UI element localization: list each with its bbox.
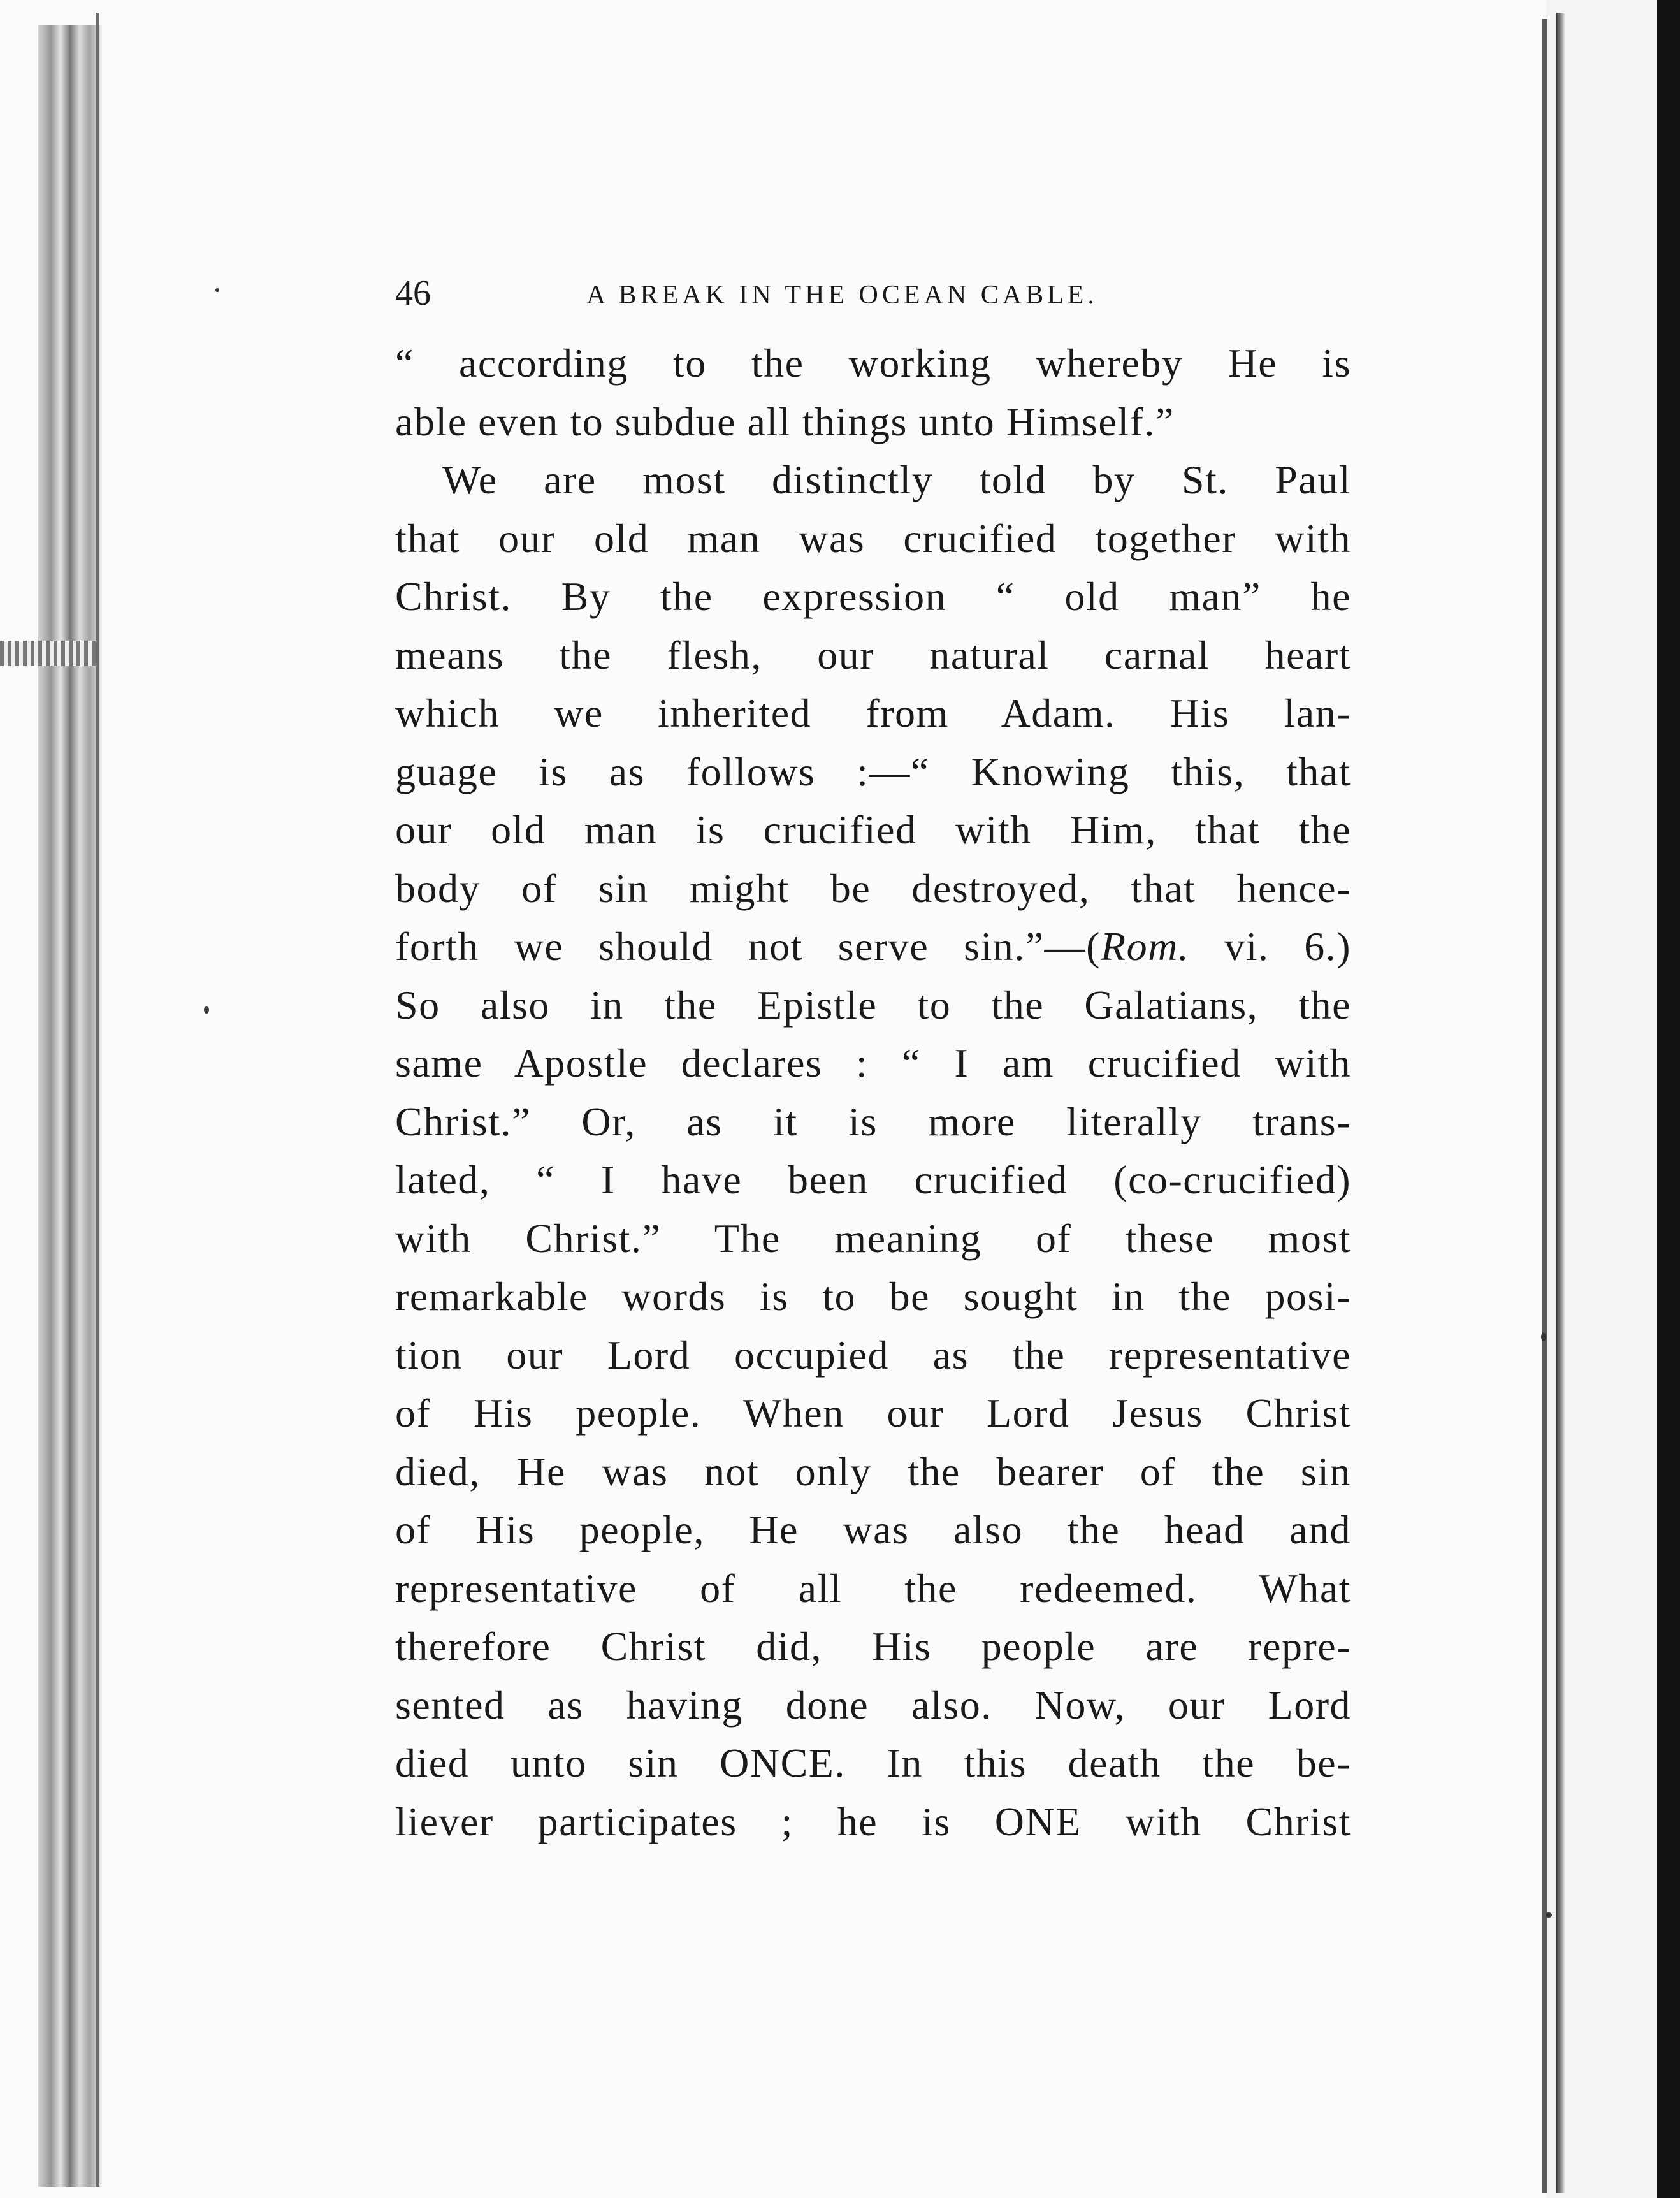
text-line: died, He was not only the bearer of the sin xyxy=(395,1448,1351,1494)
text-line: Christ.” Or, as it is more literally trans- xyxy=(395,1098,1351,1144)
text-line: lated, “ I have been crucified (co-crucified) xyxy=(395,1157,1351,1202)
text-line-with-citation xyxy=(395,917,1351,976)
body-text xyxy=(395,334,1351,1851)
right-edge-line xyxy=(1542,19,1547,2193)
text-line: means the flesh, our natural carnal heart xyxy=(395,632,1351,678)
right-dark-border xyxy=(1657,0,1680,2198)
page-number: 46 xyxy=(395,273,431,313)
speck xyxy=(204,1006,209,1014)
text-line: with Christ.” The meaning of these most xyxy=(395,1215,1351,1261)
text-line: our old man is crucified with Him, that the xyxy=(395,807,1351,852)
text-line: liever participates ; he is ONE with Christ xyxy=(395,1798,1351,1844)
binding-line xyxy=(96,13,99,2187)
page-header xyxy=(395,274,1351,312)
speck xyxy=(1546,1912,1552,1918)
text-line: which we inherited from Adam. His lan- xyxy=(395,690,1351,736)
page-tab-mark xyxy=(0,641,96,666)
text-line: died unto sin ONCE. In this death the be- xyxy=(395,1740,1351,1786)
text-line: We are most distinctly told by St. Paul xyxy=(442,457,1351,502)
text-line: tion our Lord occupied as the representative xyxy=(395,1332,1351,1378)
running-title: A BREAK IN THE OCEAN CABLE. xyxy=(586,280,1098,310)
text-line: representative of all the redeemed. What xyxy=(395,1565,1351,1611)
text-line: that our old man was crucified together with xyxy=(395,515,1351,561)
citation-ref: vi. 6.) xyxy=(1189,924,1352,969)
text-line-start: forth we should not serve sin.”—( xyxy=(395,924,1101,969)
text-line: So also in the Epistle to the Galatians, the xyxy=(395,982,1351,1028)
speck xyxy=(1541,1332,1546,1341)
right-edge-shadow xyxy=(1556,13,1565,2193)
text-line: guage is as follows :—“ Knowing this, that xyxy=(395,748,1351,794)
text-line: able even to subdue all things unto Himself.” xyxy=(395,398,1175,444)
text-line: Christ. By the expression “ old man” he xyxy=(395,574,1351,619)
binding-edge xyxy=(38,25,102,2187)
speck xyxy=(215,288,219,292)
text-line: therefore Christ did, His people are repre- xyxy=(395,1624,1351,1669)
citation-book: Rom. xyxy=(1100,924,1190,969)
text-line: of His people. When our Lord Jesus Christ xyxy=(395,1390,1351,1436)
text-line: “ according to the working whereby He is xyxy=(395,340,1351,386)
book-page xyxy=(395,274,1351,1851)
text-line: sented as having done also. Now, our Lord xyxy=(395,1682,1351,1728)
text-line: body of sin might be destroyed, that hence- xyxy=(395,865,1351,911)
text-line: remarkable words is to be sought in the posi- xyxy=(395,1274,1351,1319)
text-line: of His people, He was also the head and xyxy=(395,1507,1351,1552)
text-line: same Apostle declares : “ I am crucified with xyxy=(395,1040,1351,1086)
